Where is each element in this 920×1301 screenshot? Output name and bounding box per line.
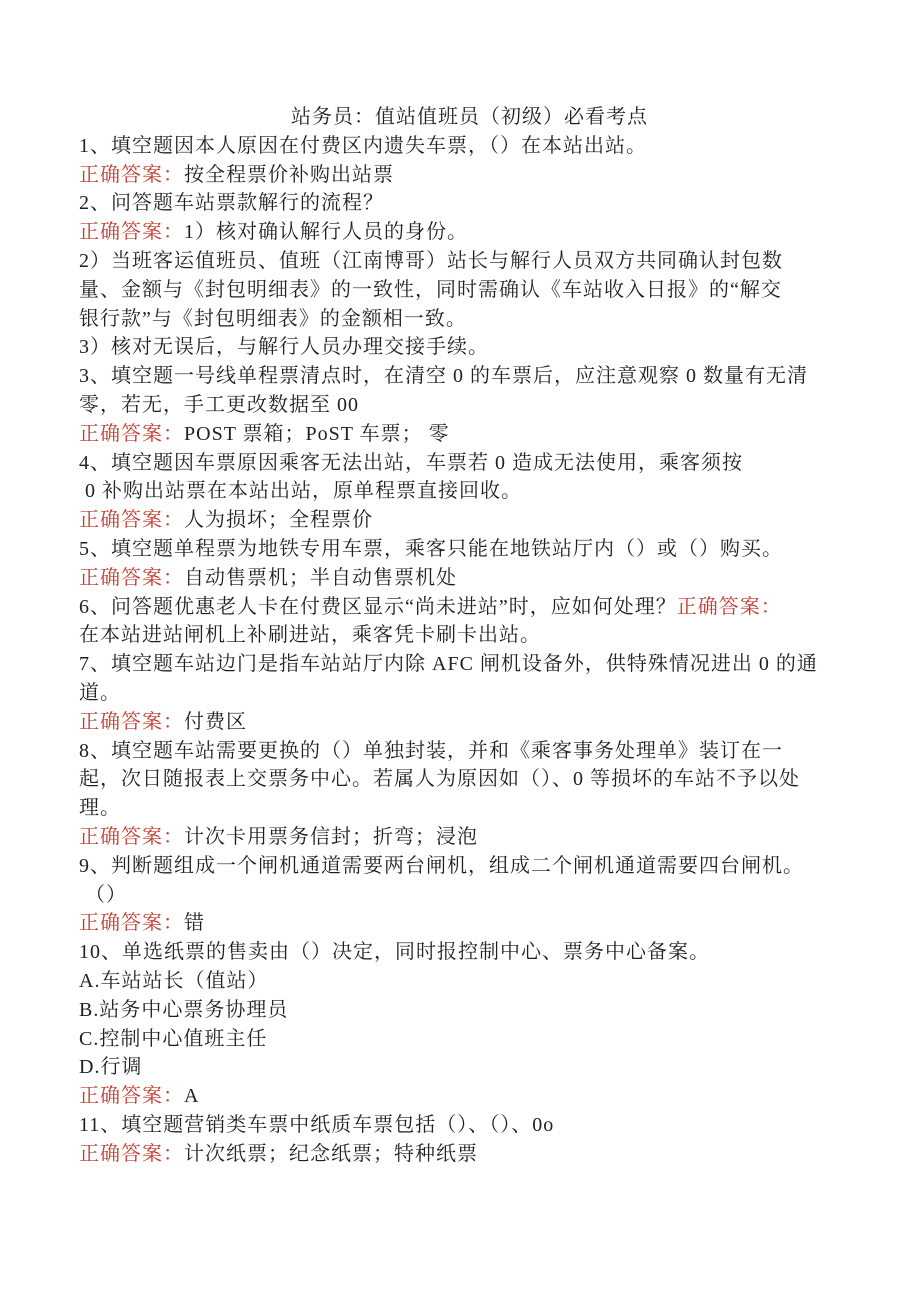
answer-label: 正确答案： <box>79 1085 184 1108</box>
answer-label: 正确答案： <box>79 163 184 186</box>
answer-5 <box>79 564 860 593</box>
answer-10 <box>79 1082 860 1111</box>
text-segment: 道。 <box>79 681 121 704</box>
answer-label: 正确答案： <box>676 595 782 618</box>
answer-11 <box>79 1140 860 1169</box>
text-segment: 错 <box>184 912 205 935</box>
text-segment: 自动售票机；半自动售票机处 <box>184 566 457 589</box>
question-2 <box>79 189 860 218</box>
question-10 <box>79 938 860 967</box>
question-11 <box>79 1111 860 1140</box>
text-segment: 起，次日随报表上交票务中心。若属人为原因如（）、0 等损坏的车站不予以处 <box>79 768 800 791</box>
text-segment: B.站务中心票务协理员 <box>79 998 289 1021</box>
answer-9 <box>79 909 860 938</box>
text-segment: 0 补购出站票在本站出站，原单程票直接回收。 <box>79 480 522 503</box>
text-segment: 计次卡用票务信封；折弯；浸泡 <box>184 825 478 848</box>
text-segment: 3、填空题一号线单程票清点时，在清空 0 的车票后，应注意观察 0 数量有无清 <box>79 365 808 388</box>
text-segment: 银行款”与《封包明细表》的金额相一致。 <box>79 307 467 330</box>
text-segment: 理。 <box>79 797 121 820</box>
question-4-line-1 <box>79 449 860 478</box>
question-1 <box>79 132 860 161</box>
text-segment: 付费区 <box>184 710 247 733</box>
document-body <box>79 132 860 1169</box>
answer-label: 正确答案： <box>79 825 184 848</box>
text-segment: 7、填空题车站边门是指车站站厅内除 AFC 闸机设备外，供特殊情况进出 0 的通 <box>79 653 818 676</box>
answer-2-step-3 <box>79 333 860 362</box>
text-segment: 8、填空题车站需要更换的（）单独封装，并和《乘客事务处理单》装订在一 <box>79 739 783 762</box>
text-segment: 计次纸票；纪念纸票；特种纸票 <box>184 1142 478 1165</box>
text-segment: 2）当班客运值班员、值班（江南博哥）站长与解行人员双方共同确认封包数 <box>79 249 783 272</box>
answer-3 <box>79 420 860 449</box>
answer-1 <box>79 161 860 190</box>
question-8-line-3 <box>79 794 860 823</box>
answer-4 <box>79 506 860 535</box>
answer-label: 正确答案： <box>79 566 184 589</box>
text-segment: 4、填空题因车票原因乘客无法出站，车票若 0 造成无法使用，乘客须按 <box>79 451 743 474</box>
answer-7 <box>79 708 860 737</box>
text-segment: （） <box>79 883 127 906</box>
question-3-line-2 <box>79 391 860 420</box>
answer-2-step-2-line-1 <box>79 247 860 276</box>
question-9-line-1 <box>79 852 860 881</box>
text-segment: 零，若无，手工更改数据至 00 <box>79 393 359 416</box>
text-segment: A <box>184 1085 200 1108</box>
question-4-line-2 <box>79 477 860 506</box>
text-segment: 人为损坏；全程票价 <box>184 509 373 532</box>
answer-label: 正确答案： <box>79 710 184 733</box>
question-10-option-d <box>79 1053 860 1082</box>
answer-label: 正确答案： <box>79 509 184 532</box>
question-5 <box>79 535 860 564</box>
text-segment: 11、填空题营销类车票中纸质车票包括（）、（）、0o <box>79 1113 555 1136</box>
text-segment: POST 票箱；PoST 车票； 零 <box>184 422 450 445</box>
answer-label: 正确答案： <box>79 221 184 244</box>
question-6-answer-text <box>79 621 860 650</box>
text-segment: 量、金额与《封包明细表》的一致性，同时需确认《车站收入日报》的“解交 <box>79 278 782 301</box>
text-segment: 1）核对确认解行人员的身份。 <box>184 221 468 244</box>
question-10-option-a <box>79 967 860 996</box>
text-segment: 9、判断题组成一个闸机通道需要两台闸机，组成二个闸机通道需要四台闸机。 <box>79 854 804 877</box>
question-10-option-b <box>79 996 860 1025</box>
question-6-line-1 <box>79 593 860 622</box>
question-8-line-1 <box>79 737 860 766</box>
answer-label: 正确答案： <box>79 912 184 935</box>
text-segment: 按全程票价补购出站票 <box>184 163 394 186</box>
text-segment: 在本站进站闸机上补刷进站，乘客凭卡刷卡出站。 <box>79 624 541 647</box>
answer-label: 正确答案： <box>79 1142 184 1165</box>
answer-2-step-2-line-3 <box>79 305 860 334</box>
text-segment: 1、填空题因本人原因在付费区内遗失车票，（）在本站出站。 <box>79 134 647 157</box>
text-segment: D.行调 <box>79 1056 143 1079</box>
text-segment: A.车站站长（值站） <box>79 969 269 992</box>
question-7-line-1 <box>79 650 860 679</box>
answer-8 <box>79 823 860 852</box>
text-segment: 10、单选纸票的售卖由（）决定，同时报控制中心、票务中心备案。 <box>79 941 710 964</box>
answer-2-step-2-line-2 <box>79 276 860 305</box>
text-segment: 6、问答题优惠老人卡在付费区显示“尚未进站”时，应如何处理？ <box>79 595 677 618</box>
text-segment: C.控制中心值班主任 <box>79 1027 268 1050</box>
question-8-line-2 <box>79 765 860 794</box>
answer-label: 正确答案： <box>79 422 184 445</box>
question-10-option-c <box>79 1025 860 1054</box>
text-segment: 5、填空题单程票为地铁专用车票，乘客只能在地铁站厅内（）或（）购买。 <box>79 537 783 560</box>
answer-2-step-1 <box>79 218 860 247</box>
document-title: 站务员：值站值班员（初级）必看考点 <box>291 106 648 128</box>
text-segment: 3）核对无误后，与解行人员办理交接手续。 <box>79 336 489 359</box>
text-segment: 2、问答题车站票款解行的流程？ <box>79 192 384 215</box>
question-9-line-2 <box>79 881 860 910</box>
question-3-line-1 <box>79 362 860 391</box>
question-7-line-2 <box>79 679 860 708</box>
